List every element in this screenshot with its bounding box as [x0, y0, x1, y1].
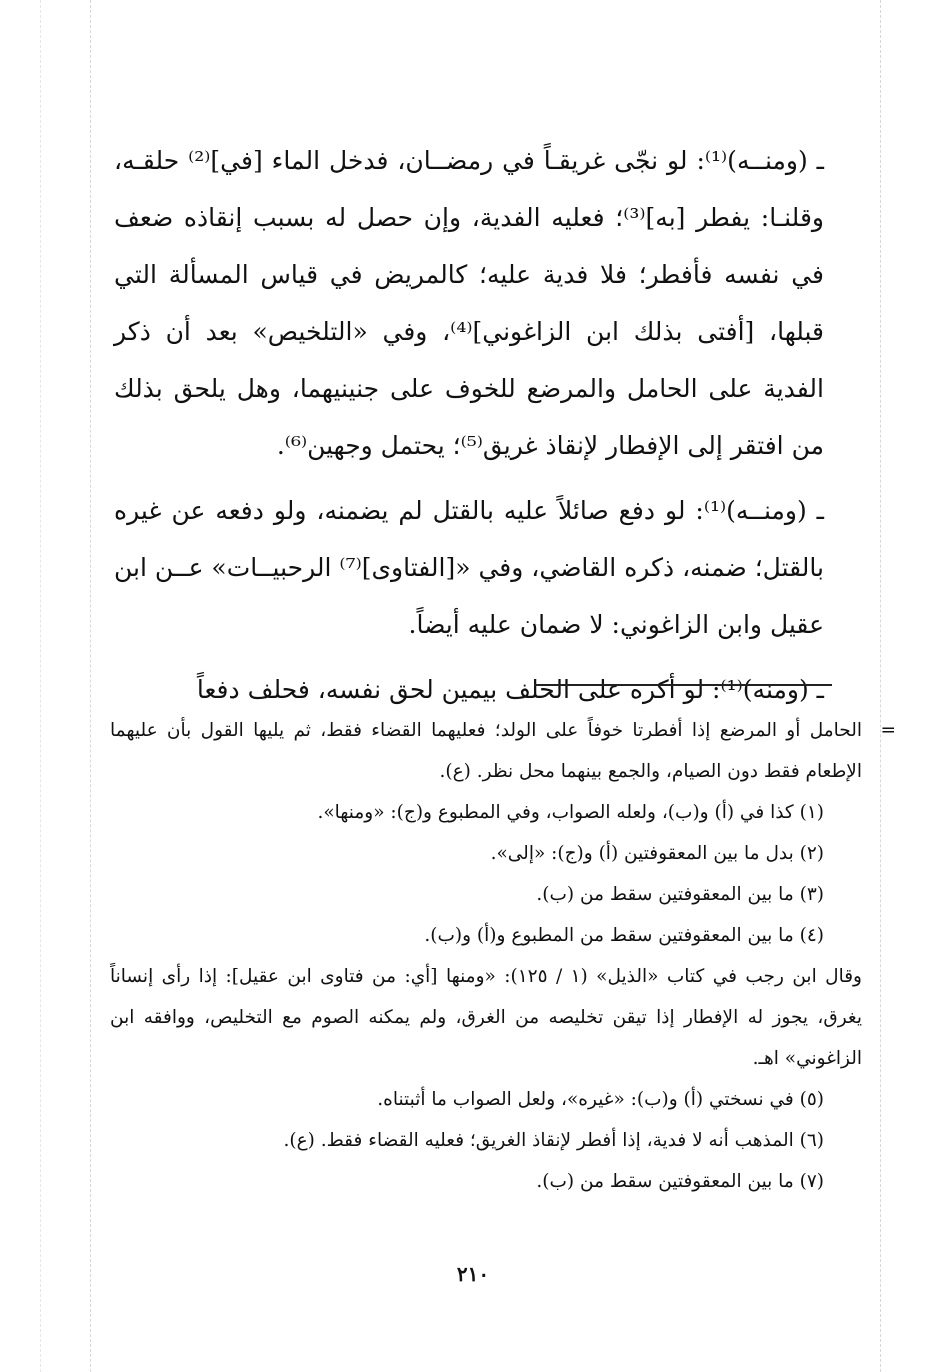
main-paragraph: ـ (ومنــه)⁽¹⁾: لو نجّى غريقـاً في رمضــان، فدخل الماء [في]⁽²⁾ حلقـه، وقلنـا: يفطر [به]⁽³⁾؛ فعليه الفدية، وإن حصل له بسبب إنقاذه ضعف في نفسه فأفطر؛ فلا فدية عليه؛ كالمريض في قياس المسألة التي قبلها، [أفتى بذلك ابن الزاغوني]⁽⁴⁾، وفي «التلخيص» بعد أن ذكر الفدية على الحامل والمرضع للخوف على جنينيهما، وهل يلحق بذلك من افتقر إلى الإفطار لإنقاذ غريق⁽⁵⁾؛ يحتمل وجهين⁽⁶⁾.: [114, 146, 824, 460]
scan-edge-line: [40, 0, 41, 1372]
continuation-mark: =: [880, 720, 896, 741]
scan-edge-line: [880, 0, 881, 1372]
footnote: (٣) ما بين المعقوفتين سقط من (ب).: [536, 884, 824, 905]
footnotes: [110, 710, 896, 1202]
main-paragraph: ـ (ومنه)⁽¹⁾: لو أكره على الحلف بيمين لحق نفسه، فحلف دفعاً: [196, 675, 824, 704]
footnote-continuation-text: الحامل أو المرضع إذا أفطرتا خوفاً على الولد؛ فعليهما القضاء فقط، ثم يليها القول بأن عليهما الإطعام فقط دون الصيام، والجمع بينهما محل نظر. (ع).: [110, 720, 862, 782]
footnote: (١) كذا في (أ) و(ب)، ولعله الصواب، وفي المطبوع و(ج): «ومنها».: [317, 802, 824, 823]
footnote-quote: وقال ابن رجب في كتاب «الذيل» (١ / ١٢٥): «ومنها [أي: من فتاوى ابن عقيل]: إذا رأى إنساناً يغرق، يجوز له الإفطار إذا تيقن تخليصه من الغرق، ولم يمكنه الصوم مع التخليص، ووافقه ابن الزاغوني» اهـ.: [110, 966, 862, 1069]
footnote: (٦) المذهب أنه لا فدية، إذا أفطر لإنقاذ الغريق؛ فعليه القضاء فقط. (ع).: [283, 1130, 824, 1151]
scan-edge-line: [90, 0, 91, 1372]
footnote-divider: [534, 684, 832, 686]
footnote: (٤) ما بين المعقوفتين سقط من المطبوع و(أ) و(ب).: [424, 925, 824, 946]
main-paragraph: ـ (ومنــه)⁽¹⁾: لو دفع صائلاً عليه بالقتل لم يضمنه، ولو دفعه عن غيره بالقتل؛ ضمنه، ذكره القاضي، وفي «[الفتاوى]⁽⁷⁾ الرحبيــات» عــن ابن عقيل وابن الزاغوني: لا ضمان عليه أيضاً.: [114, 496, 824, 639]
page-number: ٢١٠: [456, 1262, 490, 1286]
footnote-continuation: [110, 710, 896, 792]
footnote: (٢) بدل ما بين المعقوفتين (أ) و(ج): «إلى».: [490, 843, 824, 864]
footnote: (٥) في نسختي (أ) و(ب): «غيره»، ولعل الصواب ما أثبتناه.: [377, 1089, 824, 1110]
main-text: [114, 132, 824, 724]
footnote: (٧) ما بين المعقوفتين سقط من (ب).: [536, 1171, 824, 1192]
